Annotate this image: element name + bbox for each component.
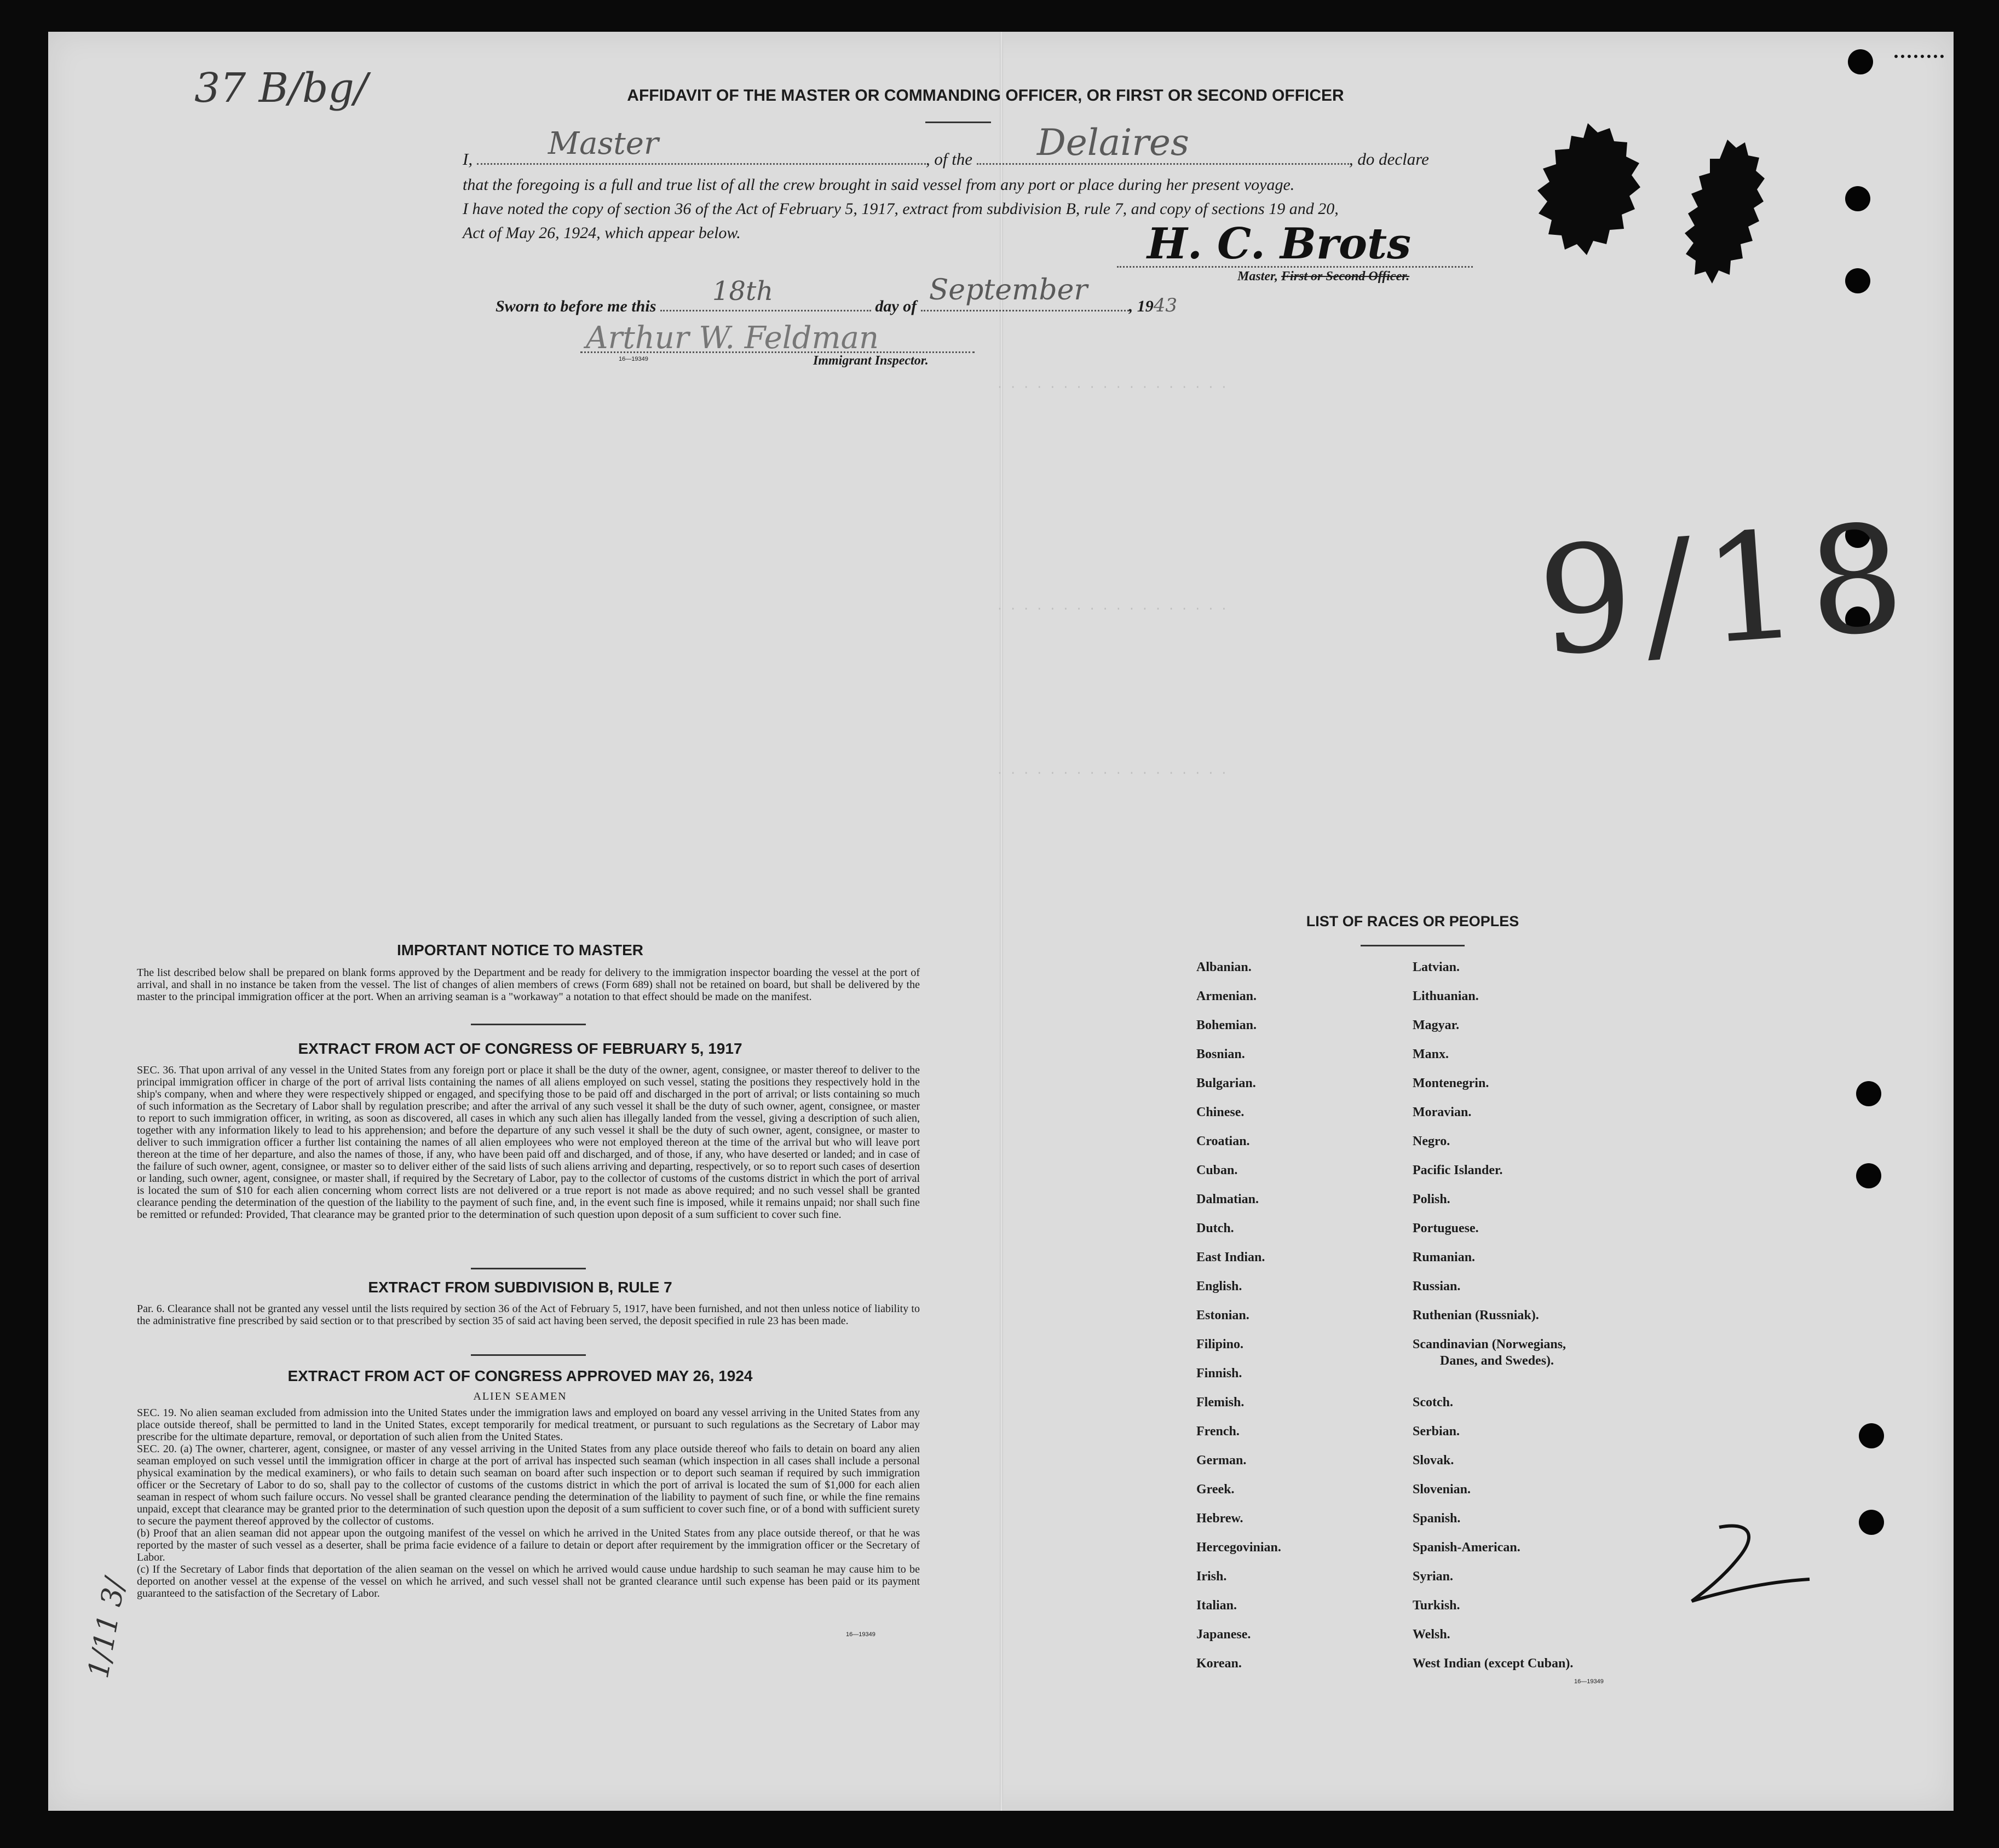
inspector-line bbox=[580, 351, 975, 353]
master-caption: Master, bbox=[1237, 269, 1278, 284]
race-item: Magyar. bbox=[1413, 1018, 1460, 1032]
race-item: French. bbox=[1196, 1424, 1240, 1439]
sworn-label: Sworn to before me this bbox=[496, 297, 656, 315]
races-divider bbox=[1361, 945, 1465, 946]
races-title: LIST OF RACES OR PEOPLES bbox=[1306, 913, 1519, 929]
race-item: Bohemian. bbox=[1196, 1018, 1257, 1032]
sec19-text: SEC. 19. No alien seaman excluded from admission into the United States under the immigration laws and employed on board any vessel arriving in the United States from any place outside thereof, shall be permitted to land in the United States, except temporarily for medical treatment, or pursuant to such regulations as the Secretary of Labor may prescribe for the ultimate departure, removal, or deportation of such alien from the United States. bbox=[137, 1407, 920, 1443]
sec20b-text: (b) Proof that an alien seaman did not appear upon the outgoing manifest of the vessel on which he arrived in the United States from any place outside thereof, or that he was reported by the master of such vessel as a deserter, shall be prima facie evidence of a failure to detain or deport after requirement by the immigration officer or the Secretary of Labor. bbox=[137, 1527, 920, 1563]
bleed-through-text: · · · · · · · · · · · · · · · · · · bbox=[996, 766, 1228, 779]
day-of-label: day of bbox=[875, 297, 917, 315]
handwritten-date: 9/18 bbox=[1533, 490, 1920, 689]
sec20a-text: SEC. 20. (a) The owner, charterer, agent, consignee, or master of any vessel arriving in the United States from any place outside thereof who fails to detain on board any alien seaman employed on such vessel until the immigration officer in charge at the port of arrival has inspected such seaman (which inspection in all cases shall include a personal physical examination by the medical examiners), or who fails to detain such seaman on board after such inspection or to deport such seaman if required by such immigration officer or the Secretary of Labor to do so, shall pay to the collector of customs of the customs district in which the port of arrival is located the sum of $1,000 for each alien seaman in respect of whom such failure occurs. No vessel shall be granted clearance pending the determination of the liability to payment of such fine, or while the fine remains unpaid, except that clearance may be granted prior to the determination of such question upon the deposit of a sum sufficient to cover such fine, or of a bond with sufficient surety to secure the payment thereof approved by the collector of customs. bbox=[137, 1443, 920, 1527]
race-item: Ruthenian (Russniak). bbox=[1413, 1308, 1539, 1323]
affidavit-form-number: 16—19349 bbox=[619, 356, 648, 362]
race-item: Latvian. bbox=[1413, 960, 1460, 974]
race-item: Portuguese. bbox=[1413, 1221, 1479, 1235]
race-item: Japanese. bbox=[1196, 1627, 1251, 1642]
signature-line bbox=[1117, 266, 1473, 268]
race-item: Armenian. bbox=[1196, 989, 1257, 1003]
perforation-edge bbox=[1894, 55, 1944, 61]
of-the-label: , of the bbox=[925, 149, 973, 169]
race-item: Albanian. bbox=[1196, 960, 1252, 974]
race-item: Irish. bbox=[1196, 1569, 1227, 1584]
notice-text: The list described below shall be prepared on blank forms approved by the Department and be ready for delivery to the immigration inspector boarding the vessel at the port of arrival, and shall in no instance be taken from the vessel. The list of changes of alien members of crews (Form 689) shall not be retained on board, but shall be delivered by the master to the principal immigration officer at the port. When an arriving seaman is a "workaway" a notation to that effect should be made on the manifest. bbox=[137, 967, 920, 1003]
signature-caption bbox=[1237, 269, 1409, 284]
affidavit-line4: Act of May 26, 1924, which appear below. bbox=[463, 224, 741, 242]
master-field bbox=[477, 126, 926, 165]
year-suffix: 43 bbox=[1153, 294, 1177, 316]
race-item: Spanish. bbox=[1413, 1511, 1461, 1526]
race-item: Italian. bbox=[1196, 1598, 1237, 1613]
notary-seal-left bbox=[1533, 120, 1643, 301]
punch-hole bbox=[1856, 1163, 1881, 1188]
race-item: Montenegrin. bbox=[1413, 1076, 1489, 1090]
do-declare-label: , do declare bbox=[1349, 149, 1429, 169]
race-item: Spanish-American. bbox=[1413, 1540, 1520, 1555]
race-item: Turkish. bbox=[1413, 1598, 1460, 1613]
race-item: Moravian. bbox=[1413, 1105, 1472, 1119]
race-item: Scotch. bbox=[1413, 1395, 1453, 1410]
race-item: Korean. bbox=[1196, 1656, 1242, 1671]
year-prefix: , 19 bbox=[1128, 297, 1154, 315]
inspector-signature: Arthur W. Feldman bbox=[586, 320, 879, 356]
sworn-line bbox=[496, 274, 1262, 316]
race-item: Bulgarian. bbox=[1196, 1076, 1256, 1090]
i-label: I, bbox=[463, 149, 473, 169]
race-item: Chinese. bbox=[1196, 1105, 1245, 1119]
master-field-value: Master bbox=[548, 126, 659, 161]
race-item: Hebrew. bbox=[1196, 1511, 1243, 1526]
sec20c-text: (c) If the Secretary of Labor finds that deportation of the alien seaman on the vessel on which he arrived would cause undue hardship to such seaman he may cause him to be deported on another vessel at the expense of the vessel on which he arrived, and such vessel shall not be granted clearance until such expense has been paid or its payment guaranteed to the satisfaction of the Secretary of Labor. bbox=[137, 1563, 920, 1599]
extract-1924-body bbox=[137, 1407, 920, 1599]
race-item: Hercegovinian. bbox=[1196, 1540, 1281, 1555]
race-item: Slovak. bbox=[1413, 1453, 1454, 1468]
races-form-number: 16—19349 bbox=[1574, 1678, 1604, 1685]
races-right-column bbox=[1413, 960, 1697, 1685]
margin-note-top: 37 B/bg/ bbox=[194, 65, 368, 112]
extract-rule7-text: Par. 6. Clearance shall not be granted any vessel until the lists required by section 36 of the Act of February 5, 1917, have been furnished, and not then unless notice of liability to the administrative fine prescribed by said section or to that prescribed by section 35 of said act having been served, the deposit specified in rule 23 has been made. bbox=[137, 1303, 920, 1327]
extract-1917-title: EXTRACT FROM ACT OF CONGRESS OF FEBRUARY 5, 1917 bbox=[298, 1040, 742, 1057]
race-item: Scandinavian (Norwegians, bbox=[1413, 1337, 1566, 1352]
notice-title: IMPORTANT NOTICE TO MASTER bbox=[396, 942, 644, 958]
race-item: Rumanian. bbox=[1413, 1250, 1476, 1264]
punch-hole bbox=[1859, 1510, 1884, 1535]
affidavit-line2: that the foregoing is a full and true list of all the crew brought in said vessel from any port or place during her present voyage. bbox=[463, 176, 1295, 194]
race-item: Manx. bbox=[1413, 1047, 1449, 1061]
extract-1917-divider bbox=[471, 1268, 586, 1269]
notary-seal-right bbox=[1684, 137, 1766, 301]
punch-hole bbox=[1848, 49, 1873, 74]
race-item: Greek. bbox=[1196, 1482, 1235, 1497]
race-item: Serbian. bbox=[1413, 1424, 1460, 1439]
sworn-day-value: 18th bbox=[712, 276, 774, 307]
vessel-field bbox=[977, 122, 1349, 165]
struck-officer-caption: First or Second Officer. bbox=[1281, 269, 1410, 284]
race-item: Pacific Islander. bbox=[1413, 1163, 1503, 1177]
affidavit-line3: I have noted the copy of section 36 of the Act of February 5, 1917, extract from subdivision B, rule 7, and copy of sections 19 and 20, bbox=[463, 200, 1339, 218]
race-item: Negro. bbox=[1413, 1134, 1450, 1148]
title-divider bbox=[925, 122, 991, 123]
race-item: Bosnian. bbox=[1196, 1047, 1245, 1061]
inspector-caption: Immigrant Inspector. bbox=[813, 354, 929, 368]
race-item: English. bbox=[1196, 1279, 1242, 1293]
sworn-month-field bbox=[921, 274, 1129, 311]
race-item: Dutch. bbox=[1196, 1221, 1234, 1235]
punch-hole bbox=[1845, 268, 1870, 293]
extract-rule7-title: EXTRACT FROM SUBDIVISION B, RULE 7 bbox=[368, 1279, 672, 1296]
extract-form-number: 16—19349 bbox=[846, 1631, 875, 1638]
race-item: Filipino. bbox=[1196, 1337, 1244, 1352]
punch-hole bbox=[1856, 1081, 1881, 1106]
race-item: Polish. bbox=[1413, 1192, 1450, 1206]
punch-hole bbox=[1859, 1423, 1884, 1448]
vessel-field-value: Delaires bbox=[1036, 122, 1189, 164]
affidavit-title: AFFIDAVIT OF THE MASTER OR COMMANDING OFFICER, OR FIRST OR SECOND OFFICER bbox=[627, 86, 1344, 105]
race-item: Croatian. bbox=[1196, 1134, 1250, 1148]
race-item: West Indian (except Cuban). bbox=[1413, 1656, 1574, 1671]
extract-rule7-divider bbox=[471, 1354, 586, 1356]
race-item: Lithuanian. bbox=[1413, 989, 1479, 1003]
race-item: East Indian. bbox=[1196, 1250, 1265, 1264]
notice-divider bbox=[471, 1024, 586, 1025]
extract-1917-text: SEC. 36. That upon arrival of any vessel in the United States from any foreign port or place it shall be the duty of the owner, agent, consignee, or master thereof to deliver to the principal immigration officer in charge of the port of arrival lists containing the names of all aliens employed on such vessel, stating the positions they respectively hold in the ship's company, when and where they were respectively shipped or engaged, and specifying those to be paid off and discharged in the port of arrival; or lists containing so much of such information as the Secretary of Labor shall by regulation prescribe; and after the arrival of any such vessel it shall be the duty of such owner, agent, consignee, or master to report to such immigration officer, in writing, as soon as discovered, all cases in which any such alien has illegally landed from the vessel, giving a description of such alien, together with any information likely to lead to his apprehension; and before the departure of any such vessel it shall be the duty of such owner, agent, consignee, or master to deliver to such immigration officer a further list containing the names of all alien employees who were not employed thereon at the time of the arrival but who will leave port thereon at the time of her departure, and also the names of those, if any, who have been paid off and discharged, and of those, if any, who have deserted or landed; and in case of the failure of such owner, agent, consignee, or master so to deliver either of the said lists of such aliens arriving and departing, respectively, or so to report such cases of desertion or landing, such owner, agent, consignee, or master shall, if required by the Secretary of Labor, pay to the collector of customs of the customs district in which the port of arrival is located the sum of $10 for each alien concerning whom correct lists are not delivered or a true report is not made as above required; and no such vessel shall be granted clearance pending the determination of the question of the liability to the payment of such fine, and, in the event such fine is imposed, while it remains unpaid; nor shall such fine be remitted or refunded: Provided, That clearance may be granted prior to the determination of such question upon deposit of a sum sufficient to cover such fine. bbox=[137, 1064, 920, 1221]
race-item: Estonian. bbox=[1196, 1308, 1249, 1323]
race-item: Syrian. bbox=[1413, 1569, 1454, 1584]
punch-hole bbox=[1845, 186, 1870, 211]
master-signature: H. C. Brots bbox=[1147, 219, 1412, 269]
race-item: German. bbox=[1196, 1453, 1247, 1468]
race-item: Russian. bbox=[1413, 1279, 1461, 1293]
race-item: Finnish. bbox=[1196, 1366, 1242, 1381]
alien-seamen-subtitle: ALIEN SEAMEN bbox=[473, 1390, 567, 1402]
race-item: Danes, and Swedes). bbox=[1440, 1354, 1554, 1368]
race-item: Dalmatian. bbox=[1196, 1192, 1259, 1206]
sworn-day-field bbox=[660, 276, 871, 311]
races-left-column bbox=[1196, 960, 1393, 1685]
race-item: Flemish. bbox=[1196, 1395, 1245, 1410]
extract-1924-title: EXTRACT FROM ACT OF CONGRESS APPROVED MAY 26, 1924 bbox=[287, 1367, 753, 1384]
bleed-through-text: · · · · · · · · · · · · · · · · · · bbox=[996, 602, 1228, 615]
sworn-month-value: September bbox=[929, 274, 1088, 307]
pen-check-mark bbox=[1686, 1522, 1812, 1604]
margin-note-bottom: 1/11 3/ bbox=[82, 1575, 133, 1681]
race-item: Welsh. bbox=[1413, 1627, 1450, 1642]
race-item: Slovenian. bbox=[1413, 1482, 1471, 1497]
race-item: Cuban. bbox=[1196, 1163, 1238, 1177]
affidavit-declaration-line1 bbox=[463, 122, 1492, 169]
bleed-through-text: · · · · · · · · · · · · · · · · · · bbox=[996, 380, 1228, 394]
